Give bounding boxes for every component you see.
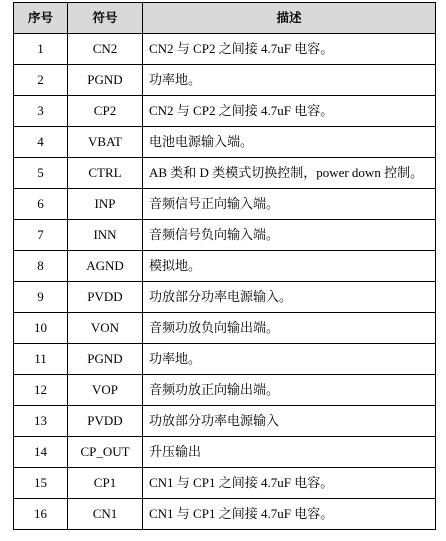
pin-number-cell: 16 (14, 499, 68, 530)
pin-description-cell: CN1 与 CP1 之间接 4.7uF 电容。 (143, 468, 436, 499)
pin-number-cell: 11 (14, 344, 68, 375)
table-row (14, 313, 436, 344)
pin-description-cell: 电池电源输入端。 (143, 127, 436, 158)
pin-number-cell: 6 (14, 189, 68, 220)
pin-number-cell: 3 (14, 96, 68, 127)
pin-description-cell: CN2 与 CP2 之间接 4.7uF 电容。 (143, 96, 436, 127)
pin-symbol-cell: INN (68, 220, 143, 251)
pin-symbol-cell: CP1 (68, 468, 143, 499)
table-row (14, 96, 436, 127)
table-row (14, 499, 436, 530)
pin-description-cell: 功放部分功率电源输入。 (143, 282, 436, 313)
pin-description-cell: 功率地。 (143, 344, 436, 375)
table-row (14, 220, 436, 251)
pin-description-table (13, 2, 436, 530)
table-row (14, 437, 436, 468)
pin-number-cell: 5 (14, 158, 68, 189)
pin-symbol-cell: AGND (68, 251, 143, 282)
pin-number-cell: 9 (14, 282, 68, 313)
pin-symbol-cell: PVDD (68, 406, 143, 437)
pin-symbol-cell: PVDD (68, 282, 143, 313)
pin-description-cell: 音频信号正向输入端。 (143, 189, 436, 220)
table-row (14, 34, 436, 65)
pin-description-cell: 音频功放负向输出端。 (143, 313, 436, 344)
header-index: 序号 (14, 3, 68, 34)
table-row (14, 127, 436, 158)
table-body (14, 34, 436, 530)
table-row (14, 65, 436, 96)
pin-number-cell: 13 (14, 406, 68, 437)
pin-number-cell: 10 (14, 313, 68, 344)
table-row (14, 189, 436, 220)
pin-symbol-cell: CP_OUT (68, 437, 143, 468)
pin-symbol-cell: CTRL (68, 158, 143, 189)
table-row (14, 251, 436, 282)
pin-number-cell: 4 (14, 127, 68, 158)
table-row (14, 158, 436, 189)
pin-symbol-cell: VOP (68, 375, 143, 406)
pin-symbol-cell: INP (68, 189, 143, 220)
table-row (14, 375, 436, 406)
pin-symbol-cell: PGND (68, 65, 143, 96)
pin-number-cell: 15 (14, 468, 68, 499)
pin-number-cell: 2 (14, 65, 68, 96)
pin-description-cell: CN2 与 CP2 之间接 4.7uF 电容。 (143, 34, 436, 65)
pin-symbol-cell: VON (68, 313, 143, 344)
pin-number-cell: 7 (14, 220, 68, 251)
pin-number-cell: 12 (14, 375, 68, 406)
pin-description-cell: 音频信号负向输入端。 (143, 220, 436, 251)
header-symbol: 符号 (68, 3, 143, 34)
table-row (14, 468, 436, 499)
pin-symbol-cell: CN1 (68, 499, 143, 530)
table-row (14, 282, 436, 313)
pin-description-cell: 音频功放正向输出端。 (143, 375, 436, 406)
pin-number-cell: 1 (14, 34, 68, 65)
pin-symbol-cell: CP2 (68, 96, 143, 127)
pin-symbol-cell: PGND (68, 344, 143, 375)
pin-number-cell: 14 (14, 437, 68, 468)
pin-symbol-cell: CN2 (68, 34, 143, 65)
pin-description-cell: 升压输出 (143, 437, 436, 468)
pin-description-cell: AB 类和 D 类模式切换控制，power down 控制。 (143, 158, 436, 189)
pin-symbol-cell: VBAT (68, 127, 143, 158)
table-header-row (14, 3, 436, 34)
pin-description-cell: 功放部分功率电源输入 (143, 406, 436, 437)
pin-number-cell: 8 (14, 251, 68, 282)
header-description: 描述 (143, 3, 436, 34)
pin-description-cell: 模拟地。 (143, 251, 436, 282)
table-row (14, 344, 436, 375)
table-row (14, 406, 436, 437)
pin-description-cell: 功率地。 (143, 65, 436, 96)
pin-description-cell: CN1 与 CP1 之间接 4.7uF 电容。 (143, 499, 436, 530)
